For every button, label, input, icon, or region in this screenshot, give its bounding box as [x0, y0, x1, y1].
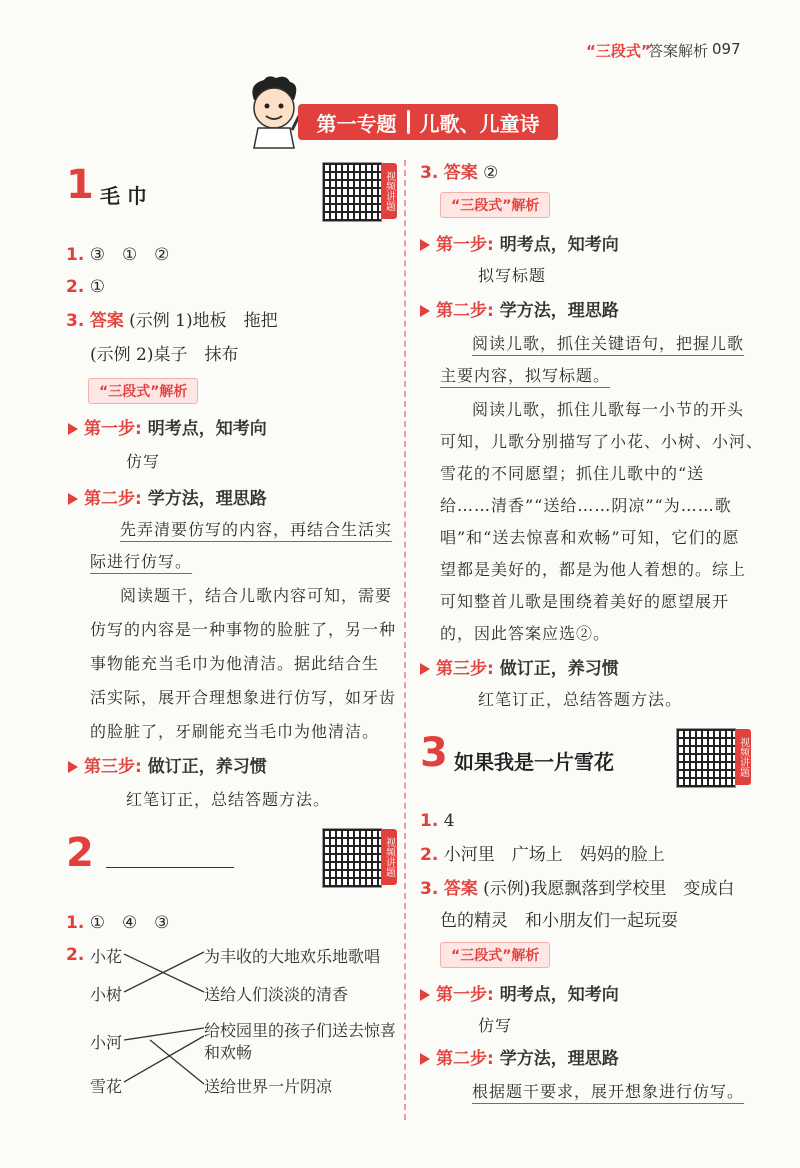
step1: [420, 230, 619, 255]
step1-text: 拟写标题: [478, 266, 547, 285]
paragraph-line: 雪花的不同愿望；抓住儿歌中的“送: [440, 464, 705, 483]
match-right-3: 送给世界一片阴凉: [204, 1077, 333, 1096]
step1-text: 仿写: [126, 452, 161, 471]
paragraph-line: 阅读儿歌，抓住儿歌每一小节的开头: [472, 400, 745, 419]
qr-code-3[interactable]: [676, 728, 736, 788]
paragraph-line: 给……清香”“送给……阴凉”“为……歌: [440, 496, 732, 515]
page-number: 097: [712, 40, 741, 58]
q3-number: 3.: [66, 311, 85, 331]
step2-label: 第二步:: [84, 489, 142, 509]
analysis-badge: “三段式”解析: [88, 378, 198, 404]
q3-answer-b: (示例 2)桌子 抹布: [90, 345, 239, 365]
qr-label-2: 视频讲题: [381, 829, 397, 885]
match-left-3: 雪花: [90, 1077, 123, 1096]
step2-label: 第二步:: [436, 301, 494, 321]
arrow-icon: [420, 1053, 430, 1065]
step3-title: 做订正，养习惯: [499, 659, 619, 679]
paragraph-line: 的，因此答案应选②。: [440, 624, 611, 643]
step3-text: 红笔订正，总结答题方法。: [126, 790, 331, 809]
column-divider: [404, 160, 406, 1120]
step1-title: 明考点，知考向: [499, 235, 619, 255]
matching-lines: [120, 940, 210, 1090]
step2: [68, 484, 267, 509]
arrow-icon: [68, 761, 78, 773]
section-1-number: 1: [66, 162, 94, 208]
step1: [420, 980, 619, 1005]
step2-key-2: 主要内容，拟写标题。: [440, 366, 611, 385]
q1-answer: 4: [443, 811, 455, 831]
match-right-0: 为丰收的大地欢乐地歌唱: [204, 947, 381, 966]
step2: [420, 1044, 619, 1069]
match-left-0: 小花: [90, 947, 123, 966]
step2: [420, 296, 619, 321]
paragraph-line: 阅读题干，结合儿歌内容可知，需要: [120, 586, 393, 605]
paragraph-line: 望都是美好的，都是为他人着想的。综上: [440, 560, 747, 579]
step3: [420, 654, 619, 679]
arrow-icon: [68, 493, 78, 505]
answer-label: 答案: [443, 879, 478, 899]
q1-number: 1.: [66, 913, 85, 933]
match-left-1: 小树: [90, 985, 123, 1004]
step2-label: 第二步:: [436, 1049, 494, 1069]
paragraph-line: 可知，儿歌分别描写了小花、小树、小河、: [440, 432, 764, 451]
answer-label: 答案: [89, 311, 124, 331]
paragraph-line: 事物能充当毛巾为他清洁。据此结合生: [90, 654, 380, 673]
q2-number: 2.: [66, 277, 85, 297]
q1-number: 1.: [420, 811, 439, 831]
q2-number: 2.: [66, 945, 85, 965]
q2-answer: ①: [89, 277, 105, 297]
step2-title: 学方法，理思路: [499, 301, 619, 321]
qr-code-1[interactable]: [322, 162, 382, 222]
step1: [68, 414, 267, 439]
q3-number: 3.: [420, 879, 439, 899]
q3-answer-a: (示例 1)地板 拖把: [129, 311, 278, 331]
step1-label: 第一步:: [436, 235, 494, 255]
section-3-number: 3: [420, 730, 448, 776]
step3-text: 红笔订正，总结答题方法。: [478, 690, 683, 709]
q1-answer: ③ ① ②: [89, 245, 170, 265]
step2-key-1: 根据题干要求，展开想象进行仿写。: [472, 1082, 745, 1101]
step1-text: 仿写: [478, 1016, 513, 1035]
q2-number: 2.: [420, 845, 439, 865]
step2-key-1: 先弄清要仿写的内容，再结合生活实: [120, 520, 393, 539]
step3: [68, 752, 267, 777]
qr-label-3: 视频讲题: [735, 729, 751, 785]
paragraph-line: 的脸脏了，牙刷能充当毛巾为他清洁。: [90, 722, 380, 741]
match-right-2b: 和欢畅: [204, 1043, 253, 1062]
arrow-icon: [420, 239, 430, 251]
topic-banner: [298, 104, 558, 140]
match-left-2: 小河: [90, 1033, 123, 1052]
step1-title: 明考点，知考向: [499, 985, 619, 1005]
q3-answer: ②: [483, 163, 499, 183]
banner-separator: [407, 110, 410, 134]
step1-label: 第一步:: [436, 985, 494, 1005]
answer-label: 答案: [443, 163, 478, 183]
step1-label: 第一步:: [84, 419, 142, 439]
step3-label: 第三步:: [436, 659, 494, 679]
arrow-icon: [420, 305, 430, 317]
paragraph-line: 可知整首儿歌是围绕着美好的愿望展开: [440, 592, 730, 611]
arrow-icon: [420, 663, 430, 675]
arrow-icon: [68, 423, 78, 435]
analysis-badge: “三段式”解析: [440, 942, 550, 968]
step2-key-2: 际进行仿写。: [90, 552, 193, 571]
q3-answer-b: 色的精灵 和小朋友们一起玩耍: [440, 911, 678, 931]
title-blank: [106, 866, 234, 868]
section-1-title: 毛 巾: [100, 184, 147, 208]
step3-label: 第三步:: [84, 757, 142, 777]
paragraph-line: 活实际，展开合理想象进行仿写，如牙齿: [90, 688, 397, 707]
step3-title: 做订正，养习惯: [147, 757, 267, 777]
paragraph-line: 仿写的内容是一种事物的脸脏了，另一种: [90, 620, 397, 639]
qr-label-1: 视频讲题: [381, 163, 397, 219]
arrow-icon: [420, 989, 430, 1001]
section-3-title: 如果我是一片雪花: [454, 750, 614, 774]
header-brand: “三段式”: [586, 42, 651, 60]
step1-title: 明考点，知考向: [147, 419, 267, 439]
banner-part1: 第一专题: [316, 111, 397, 136]
q3-answer-a: (示例)我愿飘落到学校里 变成白: [483, 879, 735, 899]
paragraph-line: 唱”和“送去惊喜和欢畅”可知，它们的愿: [440, 528, 740, 547]
cartoon-boy-icon: [240, 74, 306, 150]
q2-answer: 小河里 广场上 妈妈的脸上: [443, 845, 665, 865]
banner-part2: 儿歌、儿童诗: [419, 111, 540, 136]
section-2-number: 2: [66, 830, 94, 876]
match-right-2: 给校园里的孩子们送去惊喜: [204, 1021, 397, 1040]
step2-title: 学方法，理思路: [147, 489, 267, 509]
analysis-badge: “三段式”解析: [440, 192, 550, 218]
q3-number: 3.: [420, 163, 439, 183]
q1-number: 1.: [66, 245, 85, 265]
q1-answer: ① ④ ③: [89, 913, 170, 933]
qr-code-2[interactable]: [322, 828, 382, 888]
header-suffix: 答案解析: [648, 42, 709, 60]
step2-key-1: 阅读儿歌，抓住关键语句，把握儿歌: [472, 334, 745, 353]
match-right-1: 送给人们淡淡的清香: [204, 985, 349, 1004]
step2-title: 学方法，理思路: [499, 1049, 619, 1069]
